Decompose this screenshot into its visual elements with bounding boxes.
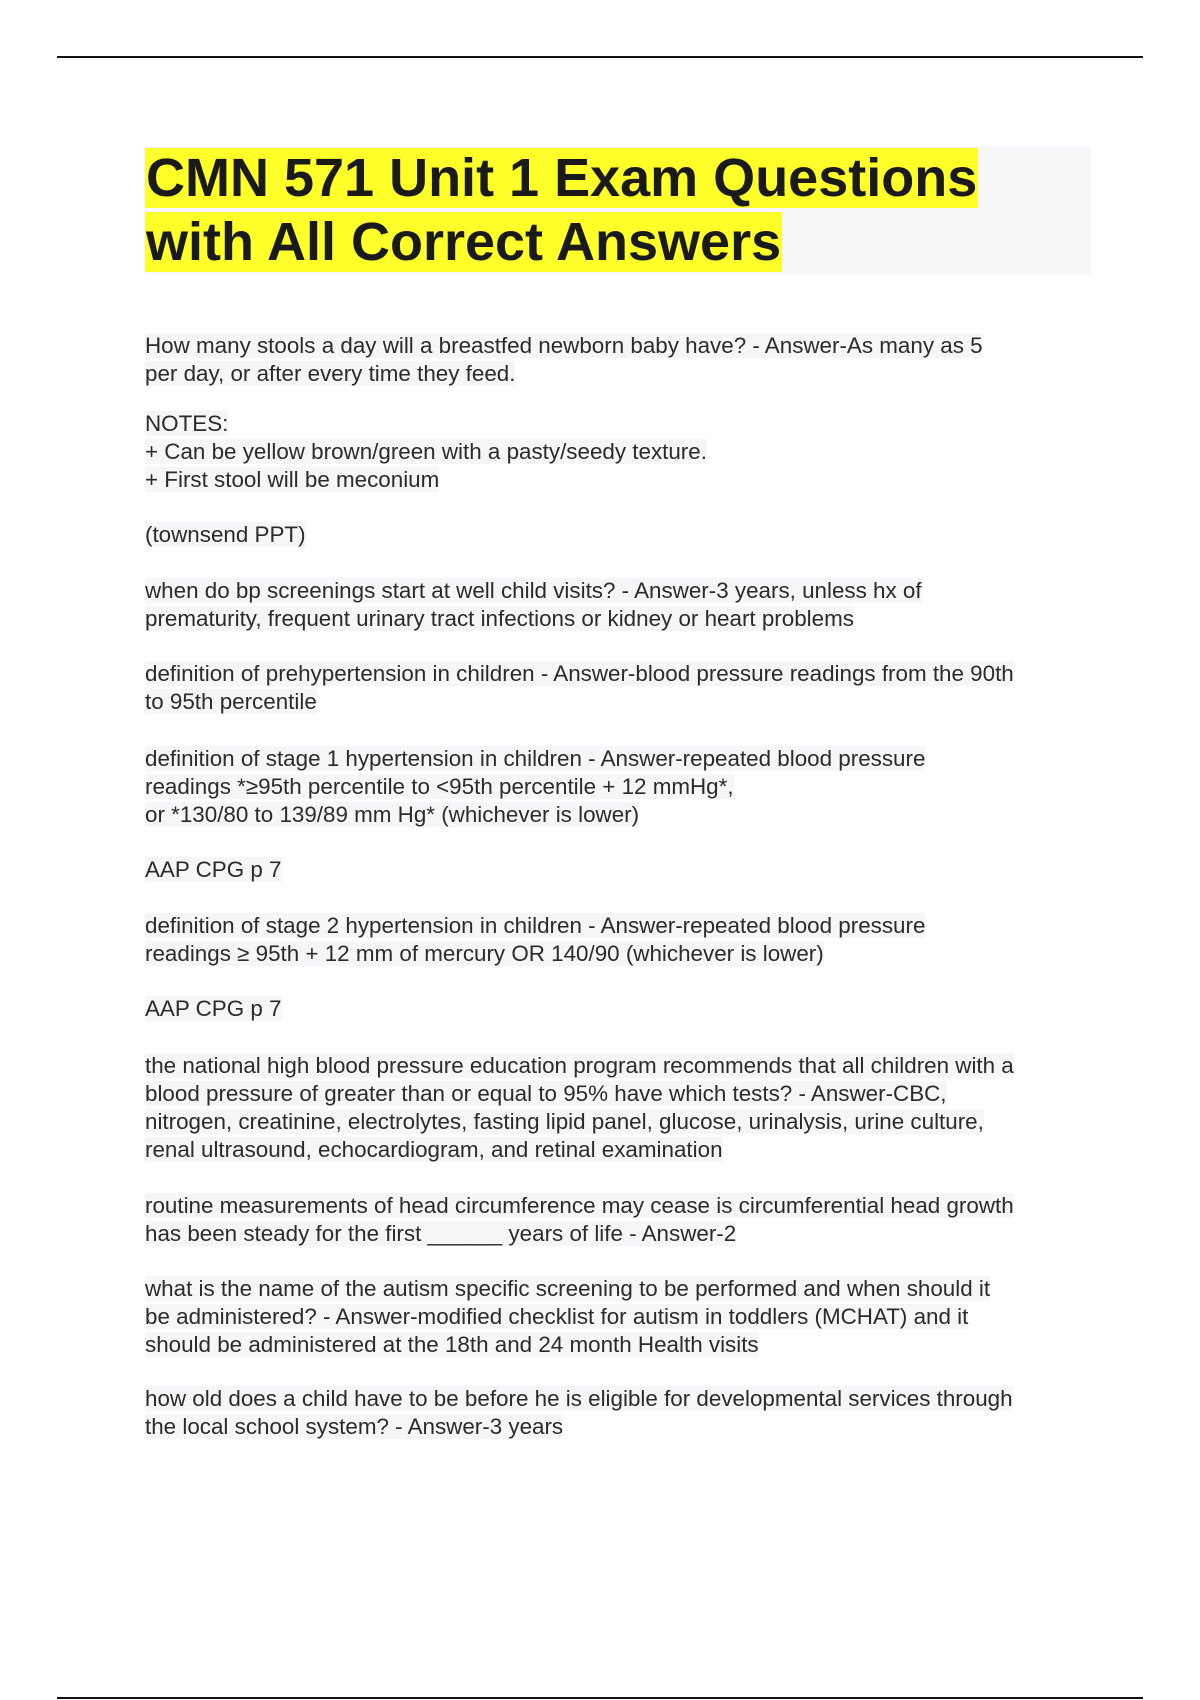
qa-bp-tests: the national high blood pressure education program recommends that all children with a blood pressure of greater than or equal to 95% have which tests? - Answer-CBC, nitrogen, creatinine, electrolytes, fasting lipid panel, glucose, urinalysis, urine culture, renal ultrasound, echocardiogram, and retinal examination [145,1053,1014,1162]
qa-breastfed-stools: How many stools a day will a breastfed newborn baby have? - Answer-As many as 5 per day, or after every time they feed. [145,333,983,386]
qa-prehypertension: definition of prehypertension in children - Answer-blood pressure readings from the 90th to 95th percentile [145,661,1014,714]
qa-stage2-hypertension: definition of stage 2 hypertension in children - Answer-repeated blood pressure readings ≥ 95th + 12 mm of mercury OR 140/90 (whichever is lower) [145,913,926,966]
qa-developmental-services: how old does a child have to be before he is eligible for developmental services through the local school system? - Answer-3 years [145,1386,1013,1439]
title-block [145,146,1091,274]
bottom-rule [57,1697,1143,1699]
source-townsend: (townsend PPT) [145,522,306,547]
qa-head-circumference: routine measurements of head circumference may cease is circumferential head growth has been steady for the first ______ years of life - Answer-2 [145,1193,1014,1246]
document-title [145,146,1091,274]
source-aap-2: AAP CPG p 7 [145,996,282,1021]
top-rule [57,56,1143,58]
notes-block: NOTES: + Can be yellow brown/green with a pasty/seedy texture. + First stool will be meconium [145,411,707,492]
title-highlight: CMN 571 Unit 1 Exam Questions with All Correct Answers [146,148,978,272]
qa-autism-screening: what is the name of the autism specific screening to be performed and when should it be administered? - Answer-modified checklist for autism in toddlers (MCHAT) and it should be administered at the 18th and 24 month Health visits [145,1276,991,1357]
qa-bp-screening: when do bp screenings start at well child visits? - Answer-3 years, unless hx of prematurity, frequent urinary tract infections or kidney or heart problems [145,578,922,631]
qa-stage1-hypertension: definition of stage 1 hypertension in children - Answer-repeated blood pressure readings *≥95th percentile to <95th percentile + 12 mmHg*, or *130/80 to 139/89 mm Hg* (whichever is lower) [145,746,926,827]
document-body [145,332,1095,1441]
source-aap-1: AAP CPG p 7 [145,857,282,882]
